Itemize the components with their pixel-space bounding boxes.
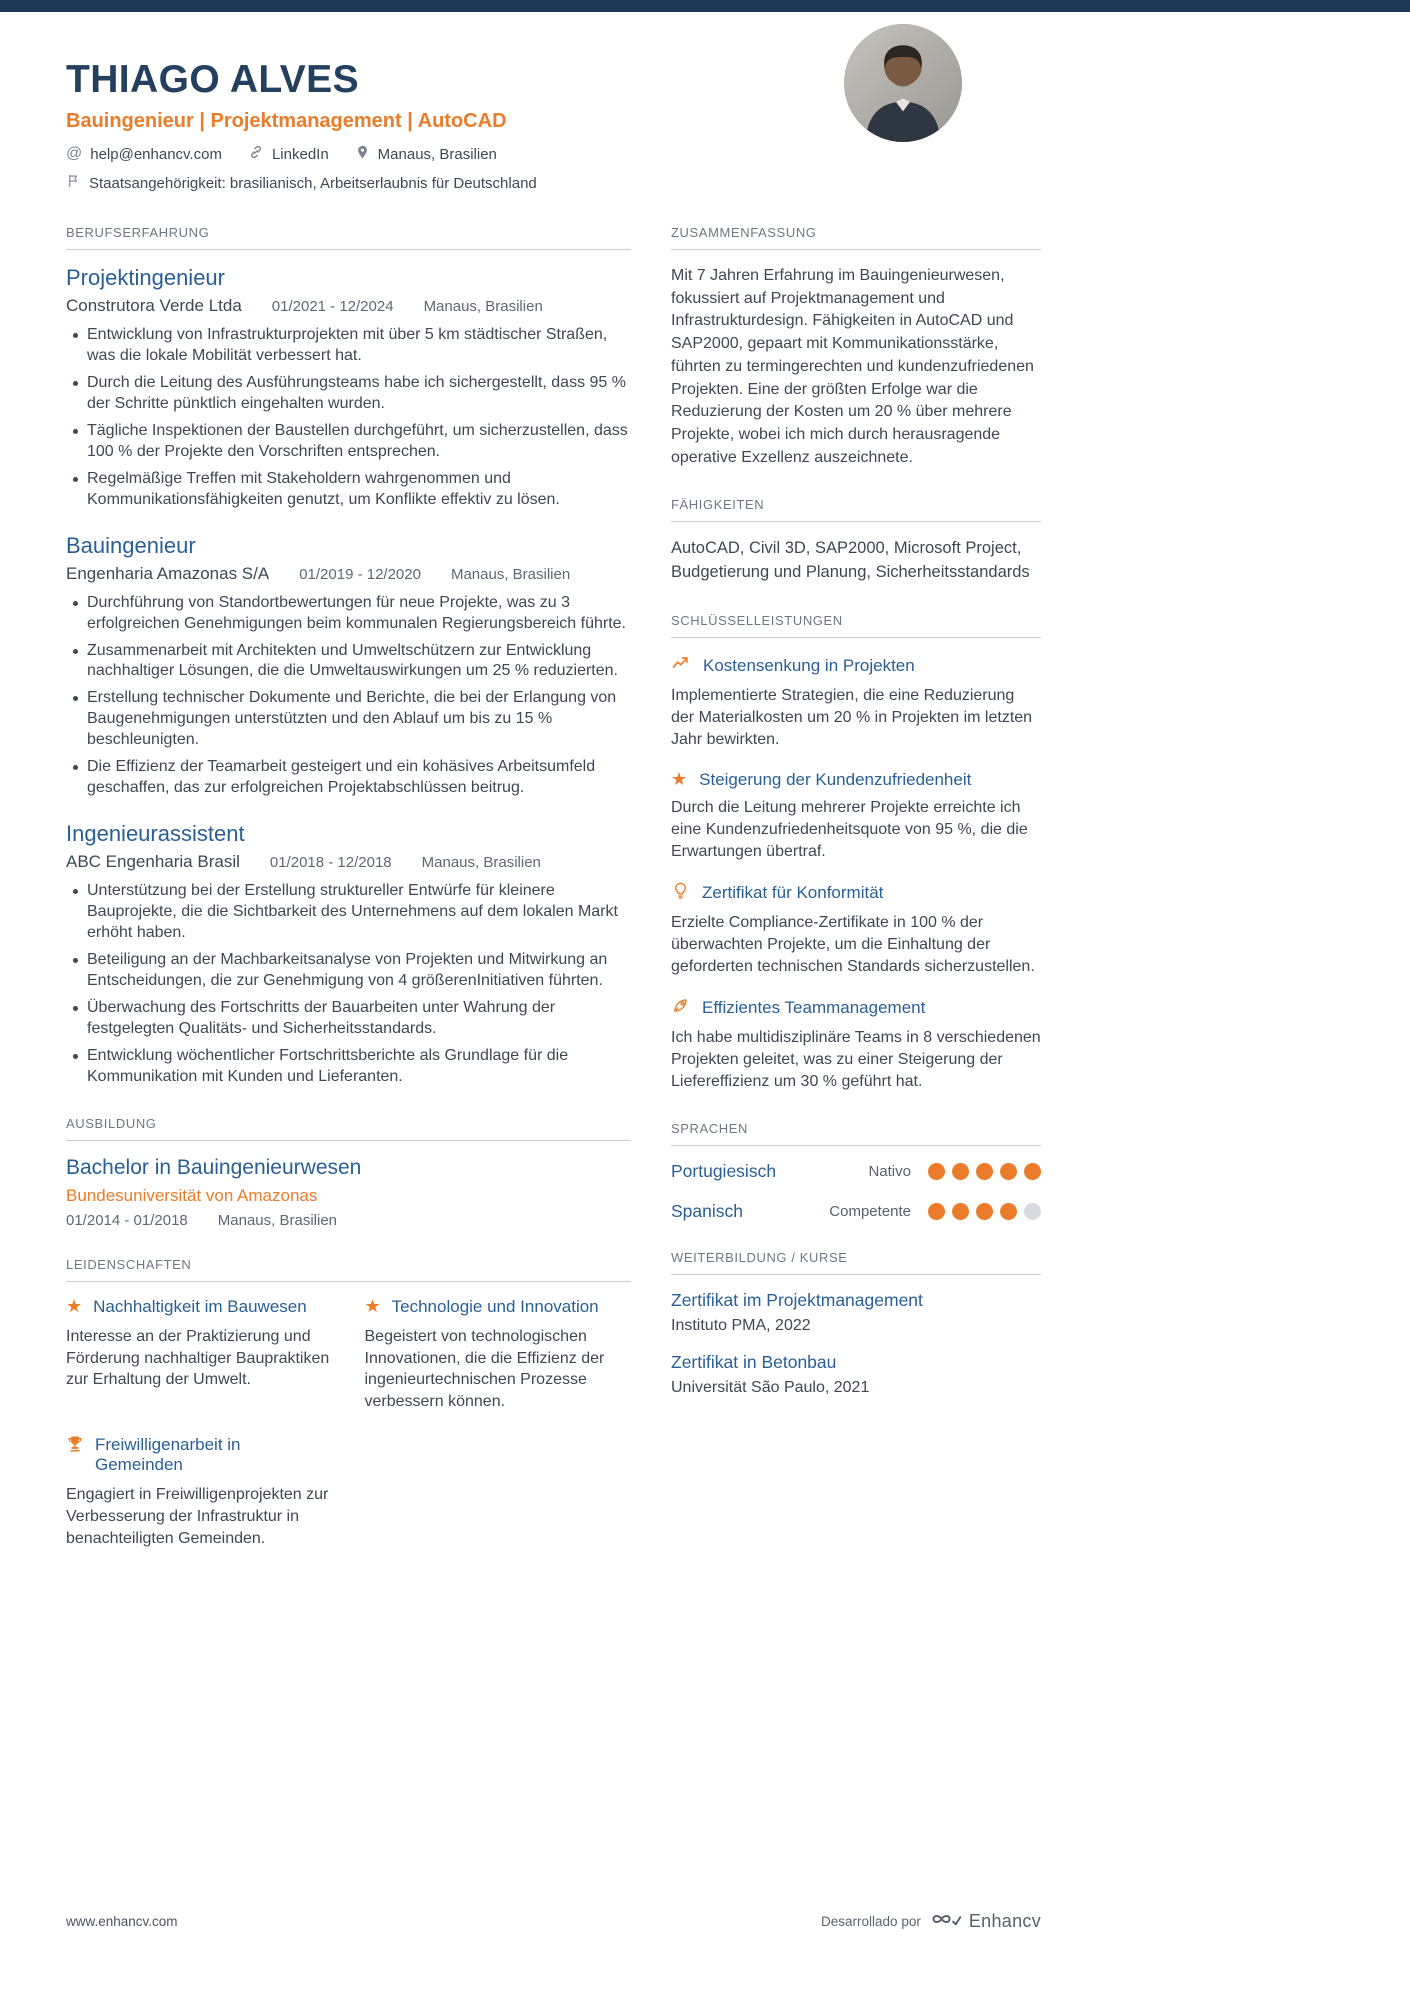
language-name: Portugiesisch — [671, 1161, 777, 1182]
section-skills — [671, 497, 1041, 585]
job-entry — [66, 265, 631, 511]
language-name: Spanisch — [671, 1201, 743, 1222]
course-org: Instituto PMA, 2022 — [671, 1317, 811, 1335]
section-education — [66, 1116, 631, 1229]
profile-photo-image — [844, 24, 962, 142]
passion-text: Interesse an der Praktizierung und Förderung nachhaltiger Baupraktiken zur Erhaltung der Umwelt. — [66, 1328, 330, 1389]
location-pin-icon — [355, 144, 370, 164]
job-bullet: Zusammenarbeit mit Architekten und Umweltschützern zur Entwicklung nachhaltiger Lösungen, die die Umweltauswirkungen um 25 % reduzierten. — [66, 641, 631, 683]
job-meta — [66, 296, 631, 316]
passions-heading: LEIDENSCHAFTEN — [66, 1257, 631, 1282]
achievement-head — [671, 881, 1041, 905]
skills-heading: FÄHIGKEITEN — [671, 497, 1041, 522]
language-level-dot — [952, 1203, 969, 1220]
job-company: Construtora Verde Ltda — [66, 296, 242, 315]
job-bullets — [66, 593, 631, 800]
job-bullet: Unterstützung bei der Erstellung struktureller Entwürfe für kleinere Bauprojekte, die die Sichtbarkeit des Unternehmens auf dem lokalen Markt erhöht haben. — [66, 881, 631, 944]
passion-head — [365, 1297, 632, 1317]
nationality-text: Staatsangehörigkeit: brasilianisch, Arbeitserlaubnis für Deutschland — [89, 174, 537, 192]
passion-title: Freiwilligenarbeit in Gemeinden — [95, 1434, 241, 1474]
footer — [66, 1910, 1041, 1933]
language-level-dot — [1000, 1163, 1017, 1180]
achievement-title: Effizientes Teammanagement — [702, 998, 926, 1018]
job-title: Projektingenieur — [66, 265, 225, 290]
job-dates: 01/2018 - 12/2018 — [269, 854, 392, 872]
education-heading: AUSBILDUNG — [66, 1116, 631, 1141]
passions-grid — [66, 1297, 631, 1549]
achievement-text: Ich habe multidisziplinäre Teams in 8 verschiedenen Projekten geleitet, was zu einer Steigerung der Liefereffizienz um 30 % geführt hat. — [671, 1029, 1041, 1091]
contact-row-2 — [66, 173, 1041, 193]
course-org: Universität São Paulo, 2021 — [671, 1379, 870, 1397]
section-courses — [671, 1250, 1041, 1397]
footer-credit — [821, 1910, 1041, 1933]
person-name: THIAGO ALVES — [66, 58, 359, 101]
job-title: Ingenieurassistent — [66, 821, 245, 847]
skills-text: AutoCAD, Civil 3D, SAP2000, Microsoft Project, Budgetierung und Planung, Sicherheitsstandards — [671, 539, 1030, 582]
achievement-head — [671, 770, 1041, 790]
passion-item — [365, 1297, 632, 1413]
job-company: Engenharia Amazonas S/A — [66, 563, 270, 583]
job-bullets — [66, 881, 631, 1088]
passion-item — [66, 1297, 333, 1413]
job-meta — [66, 564, 631, 584]
lightbulb-icon — [671, 881, 690, 905]
education-dates: 01/2014 - 01/2018 — [66, 1211, 188, 1229]
passion-head — [66, 1297, 333, 1317]
achievement-title: Zertifikat für Konformität — [702, 882, 884, 902]
language-level-dot — [976, 1203, 993, 1220]
job-bullet: Durch die Leitung des Ausführungsteams habe ich sichergestellt, dass 95 % der Schritte pünktlich eingehalten wurden. — [66, 373, 631, 415]
passion-head — [66, 1435, 333, 1476]
right-column — [671, 225, 1041, 1577]
course-title: Zertifikat in Betonbau — [671, 1352, 837, 1373]
enhancv-logo-icon — [930, 1910, 962, 1933]
language-level-dot — [928, 1203, 945, 1220]
contact-location — [355, 144, 497, 164]
language-level-dot — [928, 1163, 945, 1180]
achievement-item — [671, 770, 1041, 863]
header — [66, 58, 1041, 193]
language-level: Competente — [829, 1203, 911, 1221]
language-level: Nativo — [868, 1163, 911, 1181]
job-meta — [66, 852, 631, 872]
star-icon: ★ — [671, 768, 688, 789]
profile-photo — [844, 24, 962, 142]
email-link[interactable]: help@enhancv.com — [90, 145, 222, 163]
section-experience — [66, 225, 631, 1088]
achievement-head — [671, 653, 1041, 678]
achievement-title: Steigerung der Kundenzufriedenheit — [699, 769, 972, 789]
achievement-text: Durch die Leitung mehrerer Projekte erreichte ich eine Kundenzufriedenheitsquote von 95 %, die die Erwartungen übertraf. — [671, 798, 1028, 860]
experience-heading: BERUFSERFAHRUNG — [66, 225, 631, 250]
achievement-item — [671, 881, 1041, 978]
course-item — [671, 1290, 1041, 1335]
summary-heading: ZUSAMMENFASSUNG — [671, 225, 1041, 250]
language-level-dot — [952, 1163, 969, 1180]
section-languages — [671, 1121, 1041, 1222]
footer-website-link[interactable]: www.enhancv.com — [66, 1914, 178, 1929]
courses-heading: WEITERBILDUNG / KURSE — [671, 1250, 1041, 1275]
job-bullet: Erstellung technischer Dokumente und Berichte, die bei der Erlangung von Baugenehmigungen unterstützten und den Ablauf um bis zu 15 % beschleunigten. — [66, 688, 631, 751]
job-dates: 01/2019 - 12/2020 — [299, 565, 421, 583]
job-entry — [66, 533, 631, 800]
person-headline: Bauingenieur | Projektmanagement | AutoCAD — [66, 110, 507, 132]
achievement-head — [671, 996, 1041, 1020]
rocket-icon — [671, 996, 690, 1020]
job-location: Manaus, Brasilien — [421, 854, 541, 872]
language-level-dot — [1024, 1163, 1041, 1180]
contact-nationality — [66, 173, 537, 193]
at-icon: @ — [66, 145, 83, 162]
job-location: Manaus, Brasilien — [423, 298, 543, 315]
contact-email — [66, 145, 222, 163]
language-level-dots — [928, 1163, 1041, 1180]
job-location: Manaus, Brasilien — [450, 565, 571, 583]
job-dates: 01/2021 - 12/2024 — [271, 298, 394, 315]
achievement-title: Kostensenkung in Projekten — [703, 655, 915, 675]
job-bullet: Überwachung des Fortschritts der Bauarbeiten unter Wahrung der festgelegten Qualitäts- und Sicherheitsstandards. — [66, 998, 631, 1040]
job-bullets — [66, 325, 631, 511]
job-bullet: Tägliche Inspektionen der Baustellen durchgeführt, um sicherzustellen, dass 100 % der Projekte den Vorschriften entsprechen. — [66, 421, 631, 463]
passion-text: Begeistert von technologischen Innovationen, die die Effizienz der ingenieurtechnischen Prozesse verbessern können. — [364, 1328, 605, 1410]
footer-credit-text: Desarrollado por — [821, 1914, 921, 1929]
top-accent-bar — [0, 0, 1410, 12]
trophy-icon — [66, 1435, 84, 1458]
language-row — [671, 1201, 1041, 1222]
languages-heading: SPRACHEN — [671, 1121, 1041, 1146]
trending-up-icon — [671, 653, 691, 678]
language-level-dot — [1000, 1203, 1017, 1220]
star-icon: ★ — [364, 1295, 381, 1316]
passion-text: Engagiert in Freiwilligenprojekten zur Verbesserung der Infrastruktur in benachteiligten Gemeinden. — [66, 1486, 329, 1547]
achievement-item — [671, 653, 1041, 751]
summary-text: Mit 7 Jahren Erfahrung im Bauingenieurwesen, fokussiert auf Projektmanagement und Infrastrukturdesign. Fähigkeiten in AutoCAD und SAP2000, gepaart mit Kommunikationsstärke, führten zu termingerechten und kundenzufriedenen Projekten. Eine der größten Erfolge war die Reduzierung der Kosten um 20 % über mehrere Projekte, wobei ich mich durch herausragende operative Exzellenz auszeichnete. — [671, 267, 1034, 466]
achievement-item — [671, 996, 1041, 1093]
achievement-text: Erzielte Compliance-Zertifikate in 100 % der überwachten Projekte, um die Einhaltung der geforderten technischen Standards sicherzustellen. — [671, 913, 1035, 975]
job-bullet: Beteiligung an der Machbarkeitsanalyse von Projekten und Mitwirkung an Entscheidungen, die zur Genehmigung von 4 größerenInitiativen führten. — [66, 950, 631, 992]
education-school: Bundesuniversität von Amazonas — [66, 1185, 318, 1205]
contact-row-1 — [66, 144, 1041, 164]
flag-icon — [66, 173, 81, 193]
education-location: Manaus, Brasilien — [217, 1211, 338, 1229]
contact-linkedin — [248, 144, 329, 164]
job-entry — [66, 821, 631, 1088]
link-icon — [248, 144, 264, 164]
star-icon: ★ — [66, 1295, 83, 1316]
education-meta — [66, 1212, 631, 1229]
job-bullet: Entwicklung wöchentlicher Fortschrittsberichte als Grundlage für die Kommunikation mit Kunden und Lieferanten. — [66, 1046, 631, 1088]
job-bullet: Durchführung von Standortbewertungen für neue Projekte, was zu 3 erfolgreichen Genehmigungen beim kommunalen Regierungsbereich führte. — [66, 593, 631, 635]
section-achievements — [671, 613, 1041, 1093]
section-summary — [671, 225, 1041, 469]
section-passions — [66, 1257, 631, 1549]
left-column — [66, 225, 631, 1577]
language-row — [671, 1161, 1041, 1182]
education-degree: Bachelor in Bauingenieurwesen — [66, 1155, 362, 1179]
passion-title: Technologie und Innovation — [391, 1296, 599, 1316]
passion-item — [66, 1435, 333, 1550]
job-bullet: Entwicklung von Infrastrukturprojekten mit über 5 km städtischer Straßen, was die lokale Mobilität verbessert hat. — [66, 325, 631, 367]
language-level-dot — [1024, 1203, 1041, 1220]
achievement-text: Implementierte Strategien, die eine Reduzierung der Materialkosten um 20 % in Projekten im letzten Jahr bewirkten. — [671, 687, 1033, 749]
enhancv-brand-link[interactable] — [930, 1910, 1041, 1933]
job-company: ABC Engenharia Brasil — [66, 852, 240, 872]
linkedin-link[interactable]: LinkedIn — [271, 145, 329, 163]
course-title: Zertifikat im Projektmanagement — [671, 1290, 923, 1311]
location-text: Manaus, Brasilien — [377, 145, 497, 163]
achievements-heading: SCHLÜSSELLEISTUNGEN — [671, 613, 1041, 638]
passion-title: Nachhaltigkeit im Bauwesen — [93, 1296, 307, 1316]
job-title: Bauingenieur — [66, 532, 196, 558]
job-bullet: Regelmäßige Treffen mit Stakeholdern wahrgenommen und Kommunikationsfähigkeiten genutzt, um Konflikte effektiv zu lösen. — [66, 469, 631, 511]
course-item — [671, 1352, 1041, 1397]
language-level-dots — [928, 1203, 1041, 1220]
job-bullet: Die Effizienz der Teamarbeit gesteigert und ein kohäsives Arbeitsumfeld geschaffen, das zur erfolgreichen Projektabschlüssen beitrug. — [66, 757, 631, 799]
language-level-dot — [976, 1163, 993, 1180]
enhancv-brand-text: Enhancv — [968, 1911, 1041, 1931]
